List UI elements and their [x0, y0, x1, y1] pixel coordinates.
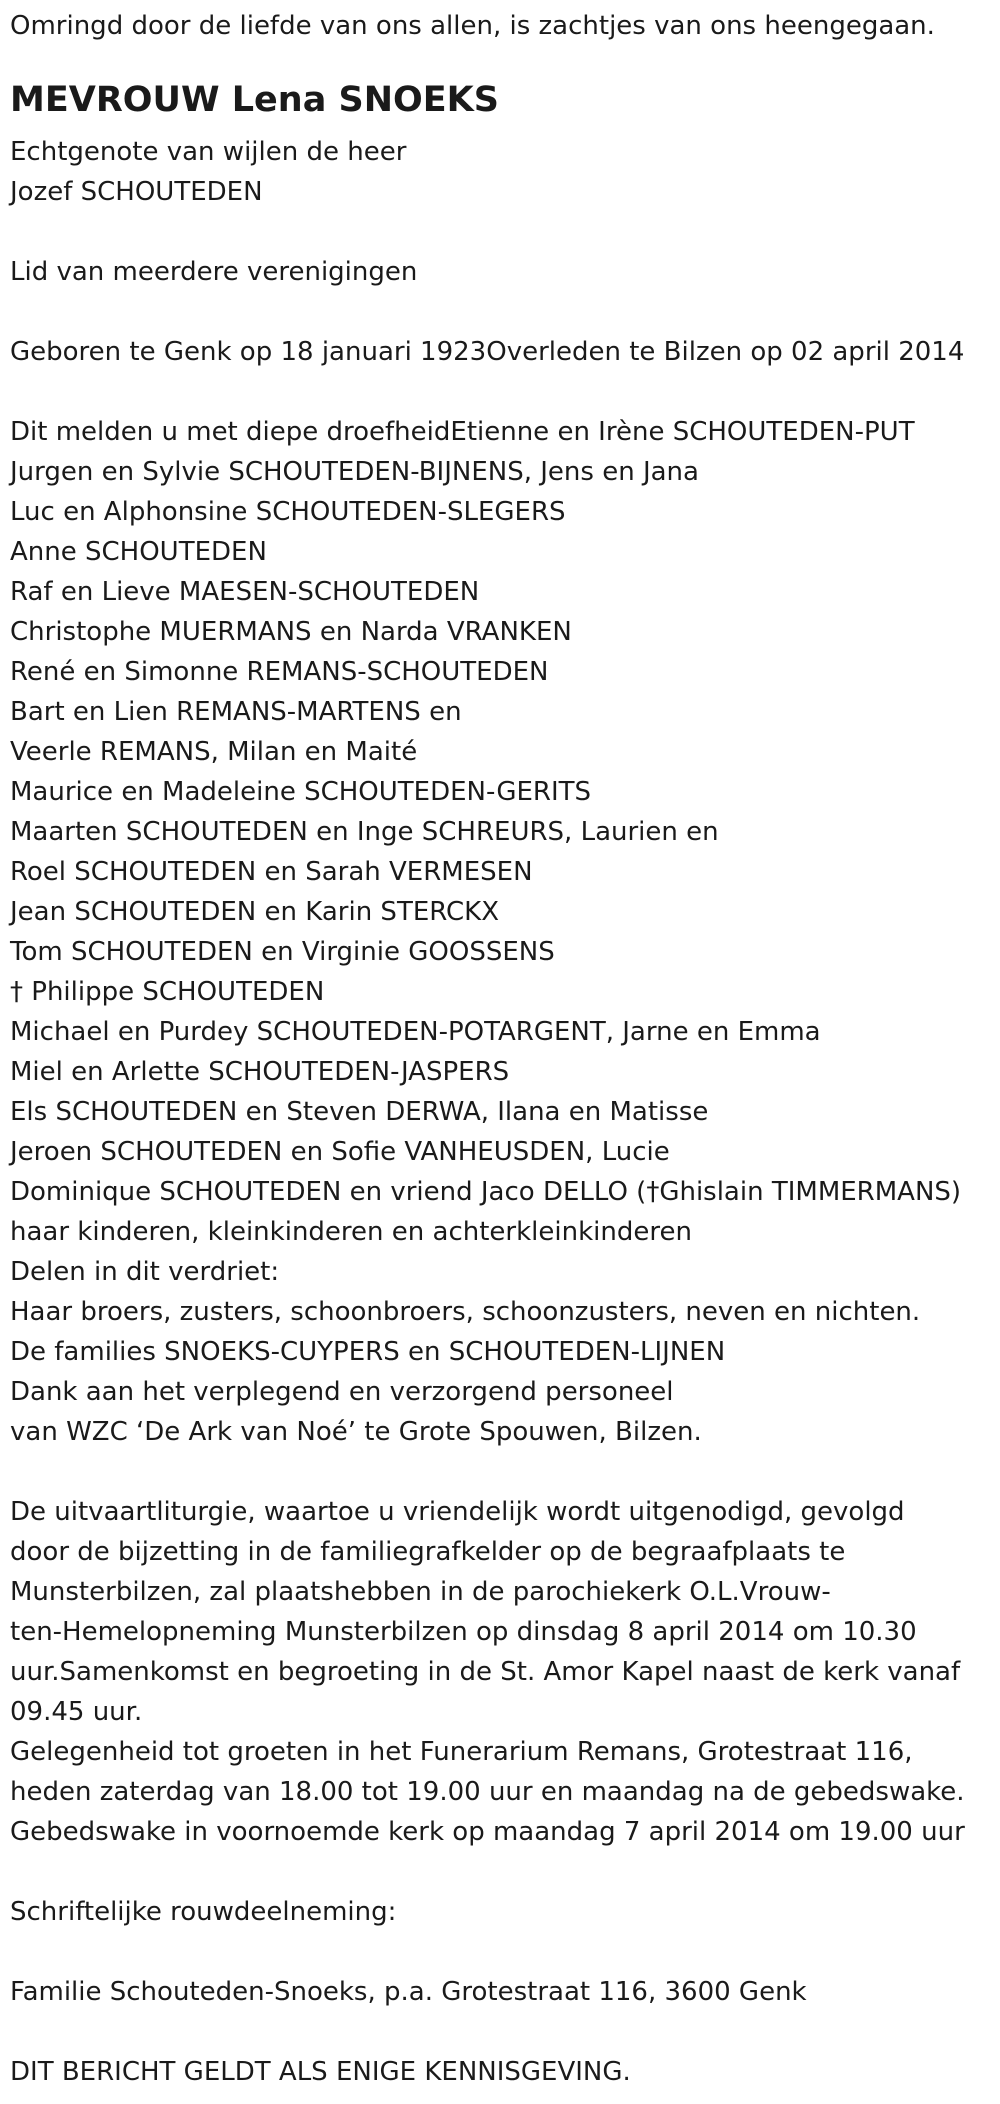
family-address: Familie Schouteden-Snoeks, p.a. Grotestraat 116, 3600 Genk [10, 1977, 807, 2007]
family-line: Jean SCHOUTEDEN en Karin STERCKX [10, 897, 500, 927]
family-line: Luc en Alphonsine SCHOUTEDEN-SLEGERS [10, 497, 566, 527]
spacer [10, 1932, 995, 1972]
family-line: Roel SCHOUTEDEN en Sarah VERMESEN [10, 857, 533, 887]
membership-text: Lid van meerdere verenigingen [10, 257, 418, 287]
deceased-name: MEVROUW Lena SNOEKS [10, 80, 499, 120]
family-line: Els SCHOUTEDEN en Steven DERWA, Ilana en Matisse [10, 1097, 709, 1127]
family-line: Jeroen SCHOUTEDEN en Sofie VANHEUSDEN, Lucie [10, 1137, 670, 1167]
death-notice [10, 6, 995, 2092]
family-line: Dit melden u met diepe droefheidEtienne en Irène SCHOUTEDEN-PUT [10, 417, 915, 447]
funeral-line: door de bijzetting in de familiegrafkelder op de begraafplaats te [10, 1537, 846, 1567]
family-line: De families SNOEKS-CUYPERS en SCHOUTEDEN-LIJNEN [10, 1337, 726, 1367]
family-line: † Philippe SCHOUTEDEN [10, 977, 325, 1007]
funeral-details [10, 1492, 995, 1852]
family-line: haar kinderen, kleinkinderen en achterkleinkinderen [10, 1217, 692, 1247]
family-list [10, 412, 995, 1452]
family-line: Anne SCHOUTEDEN [10, 537, 267, 567]
family-line: Maurice en Madeleine SCHOUTEDEN-GERITS [10, 777, 592, 807]
spacer [10, 1852, 995, 1892]
family-line: Veerle REMANS, Milan en Maité [10, 737, 418, 767]
family-line: Tom SCHOUTEDEN en Virginie GOOSSENS [10, 937, 555, 967]
spacer [10, 372, 995, 412]
family-line: René en Simonne REMANS-SCHOUTEDEN [10, 657, 549, 687]
funeral-line: Gelegenheid tot groeten in het Funerarium Remans, Grotestraat 116, [10, 1737, 913, 1767]
family-line: Bart en Lien REMANS-MARTENS en [10, 697, 462, 727]
condolence-label: Schriftelijke rouwdeelneming: [10, 1897, 397, 1927]
funeral-line: ten-Hemelopneming Munsterbilzen op dinsdag 8 april 2014 om 10.30 [10, 1617, 917, 1647]
funeral-line: heden zaterdag van 18.00 tot 19.00 uur en maandag na de gebedswake. [10, 1777, 965, 1807]
spouse-line: Jozef SCHOUTEDEN [10, 177, 263, 207]
family-line: Dominique SCHOUTEDEN en vriend Jaco DELLO (†Ghislain TIMMERMANS) [10, 1177, 962, 1207]
family-line: Maarten SCHOUTEDEN en Inge SCHREURS, Laurien en [10, 817, 719, 847]
spacer [10, 212, 995, 252]
funeral-line: Munsterbilzen, zal plaatshebben in de parochiekerk O.L.Vrouw- [10, 1577, 831, 1607]
family-line: Christophe MUERMANS en Narda VRANKEN [10, 617, 572, 647]
family-line: Raf en Lieve MAESEN-SCHOUTEDEN [10, 577, 480, 607]
funeral-line: Gebedswake in voornoemde kerk op maandag 7 april 2014 om 19.00 uur [10, 1817, 965, 1847]
funeral-line: 09.45 uur. [10, 1697, 143, 1727]
spacer [10, 1452, 995, 1492]
spacer [10, 292, 995, 332]
spacer [10, 2012, 995, 2052]
family-line: van WZC ‘De Ark van Noé’ te Grote Spouwen, Bilzen. [10, 1417, 702, 1447]
family-line: Haar broers, zusters, schoonbroers, schoonzusters, neven en nichten. [10, 1297, 921, 1327]
family-line: Delen in dit verdriet: [10, 1257, 280, 1287]
funeral-line: uur.Samenkomst en begroeting in de St. Amor Kapel naast de kerk vanaf [10, 1657, 961, 1687]
spouse-line: Echtgenote van wijlen de heer [10, 137, 407, 167]
birth-death-text: Geboren te Genk op 18 januari 1923Overleden te Bilzen op 02 april 2014 [10, 337, 965, 367]
spouse-block [10, 132, 995, 212]
intro-text: Omringd door de liefde van ons allen, is zachtjes van ons heengegaan. [10, 11, 935, 41]
family-line: Dank aan het verplegend en verzorgend personeel [10, 1377, 674, 1407]
family-line: Jurgen en Sylvie SCHOUTEDEN-BIJNENS, Jens en Jana [10, 457, 699, 487]
closing-notice: DIT BERICHT GELDT ALS ENIGE KENNISGEVING. [10, 2057, 631, 2087]
family-line: Miel en Arlette SCHOUTEDEN-JASPERS [10, 1057, 510, 1087]
funeral-line: De uitvaartliturgie, waartoe u vriendelijk wordt uitgenodigd, gevolgd [10, 1497, 905, 1527]
family-line: Michael en Purdey SCHOUTEDEN-POTARGENT, Jarne en Emma [10, 1017, 821, 1047]
